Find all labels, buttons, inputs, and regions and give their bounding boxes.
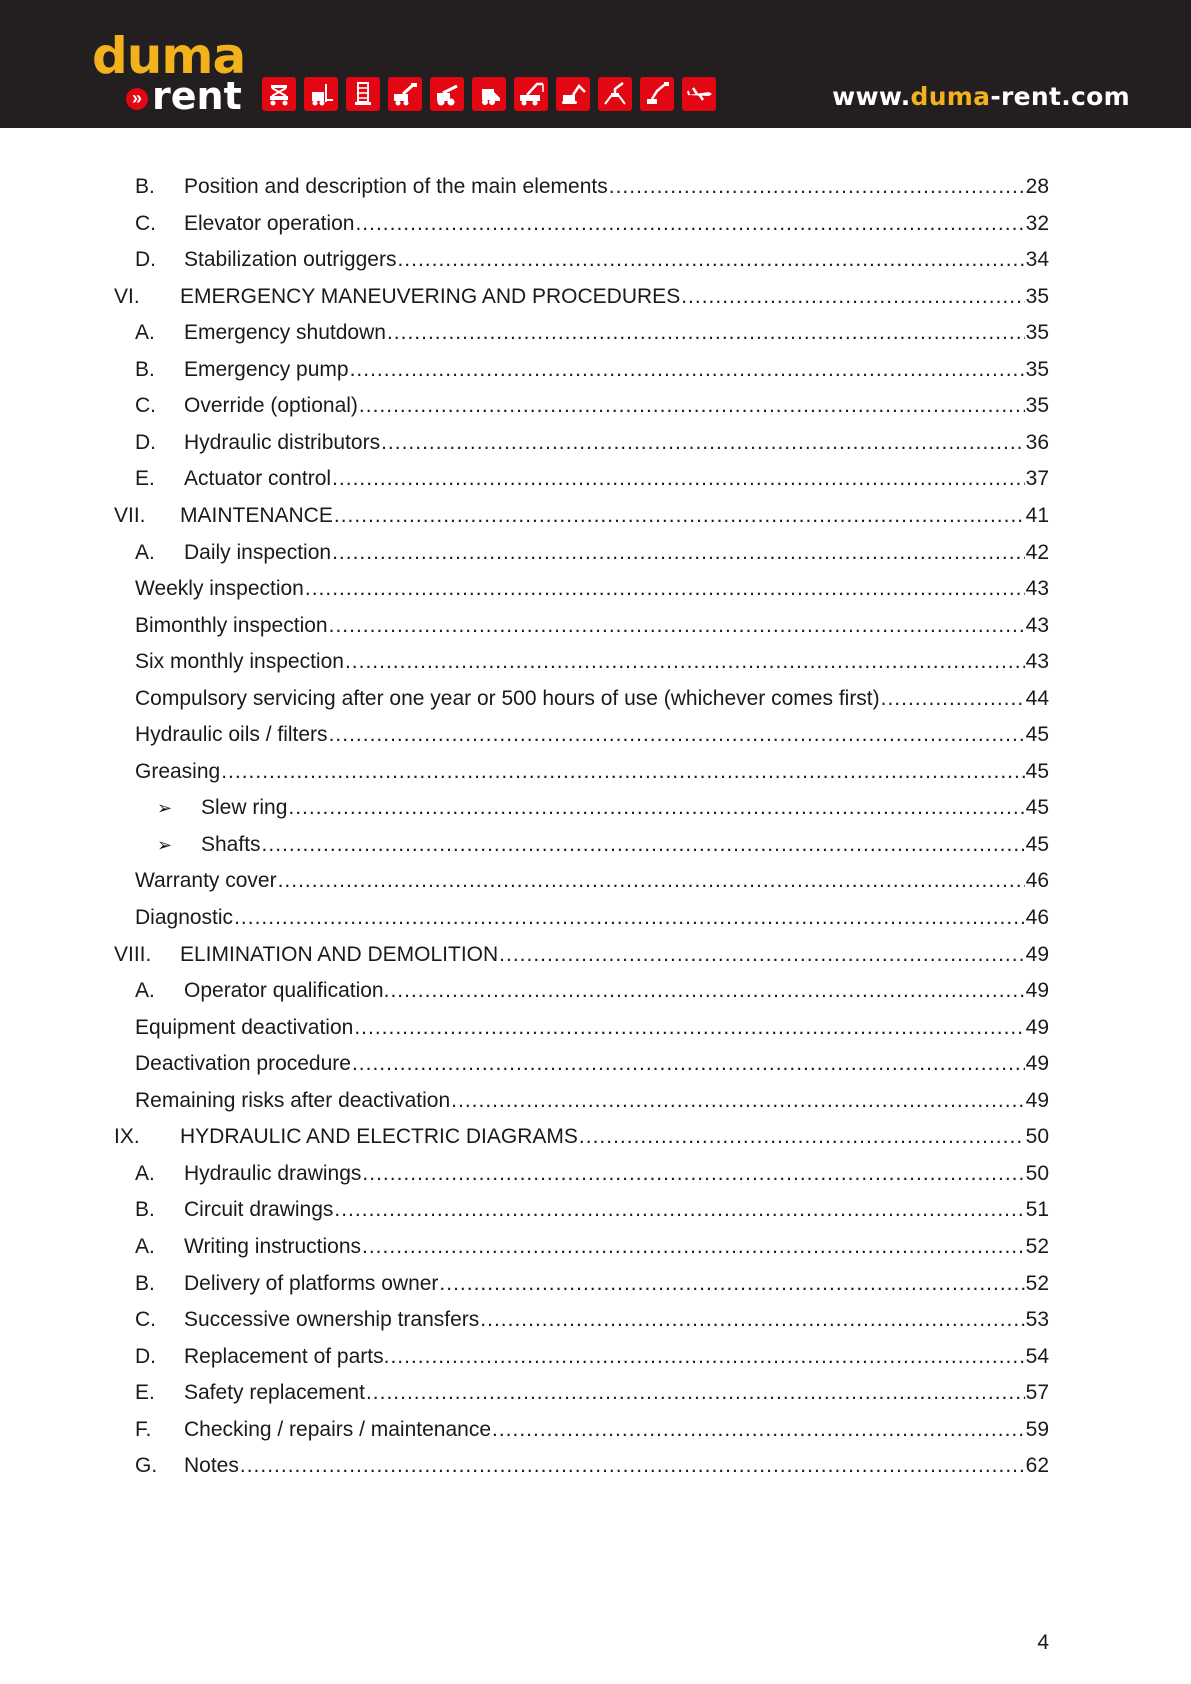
toc-entry-page: 46 bbox=[1025, 869, 1049, 893]
toc-entry[interactable] bbox=[0, 830, 1191, 860]
toc-entry-title: Elevator operation bbox=[184, 211, 355, 235]
toc-entry-title: HYDRAULIC AND ELECTRIC DIAGRAMS bbox=[180, 1125, 578, 1149]
toc-entry-marker: VII. bbox=[114, 503, 146, 527]
telehandler-icon bbox=[430, 77, 464, 111]
dot-leader bbox=[329, 720, 1025, 750]
toc-entry-title: Deactivation procedure bbox=[135, 1052, 351, 1076]
toc-entry-line bbox=[184, 209, 1049, 239]
toc-entry[interactable] bbox=[0, 757, 1191, 787]
dot-leader bbox=[221, 757, 1024, 787]
toc-entry-page: 53 bbox=[1025, 1308, 1049, 1332]
toc-entry-page: 49 bbox=[1025, 979, 1049, 1003]
toc-entry-page: 59 bbox=[1025, 1417, 1049, 1441]
toc-entry-marker: B. bbox=[135, 357, 155, 381]
toc-entry[interactable] bbox=[0, 1342, 1191, 1372]
toc-entry-line bbox=[201, 830, 1049, 860]
dot-leader bbox=[881, 684, 1025, 714]
toc-entry-marker: B. bbox=[135, 1271, 155, 1295]
dot-leader bbox=[305, 574, 1025, 604]
toc-entry[interactable] bbox=[0, 1378, 1191, 1408]
toc-entry-marker: VIII. bbox=[114, 942, 152, 966]
toc-entry-page: 36 bbox=[1025, 430, 1049, 454]
toc-entry[interactable] bbox=[0, 538, 1191, 568]
toc-entry-line bbox=[184, 172, 1049, 202]
toc-entry-title: Greasing bbox=[135, 759, 221, 783]
excavator-icon bbox=[556, 77, 590, 111]
toc-entry-title: Weekly inspection bbox=[135, 577, 304, 601]
toc-entry-title: Six monthly inspection bbox=[135, 650, 344, 674]
toc-entry-line bbox=[184, 1451, 1049, 1481]
toc-entry-page: 45 bbox=[1025, 832, 1049, 856]
toc-entry-marker: E. bbox=[135, 467, 155, 491]
toc-entry-marker: IX. bbox=[114, 1125, 140, 1149]
toc-entry-page: 28 bbox=[1025, 175, 1049, 198]
website-suffix: -rent.com bbox=[990, 82, 1130, 111]
toc-entry[interactable] bbox=[0, 1122, 1191, 1152]
toc-entry-line bbox=[184, 318, 1049, 348]
toc-entry-line bbox=[201, 793, 1049, 823]
toc-entry-title: Delivery of platforms owner bbox=[184, 1271, 439, 1295]
toc-entry-title: Position and description of the main elements bbox=[184, 175, 608, 198]
toc-entry-line bbox=[184, 355, 1049, 385]
toc-entry-line bbox=[184, 1415, 1049, 1445]
toc-entry[interactable] bbox=[0, 355, 1191, 385]
toc-entry-marker: F. bbox=[135, 1417, 152, 1441]
toc-entry[interactable] bbox=[0, 172, 1191, 202]
toc-entry-title: Hydraulic oils / filters bbox=[135, 723, 328, 747]
toc-entry[interactable] bbox=[0, 318, 1191, 348]
toc-entry-page: 49 bbox=[1025, 1088, 1049, 1112]
toc-entry-line bbox=[180, 940, 1049, 970]
toc-entry-line bbox=[180, 1122, 1049, 1152]
dot-leader bbox=[355, 209, 1024, 239]
toc-entry[interactable] bbox=[0, 1415, 1191, 1445]
dot-leader bbox=[352, 1049, 1025, 1079]
dot-leader bbox=[451, 1086, 1024, 1116]
duma-rent-logo bbox=[92, 27, 246, 118]
toc-entry-line bbox=[184, 1195, 1049, 1225]
toc-entry-marker: B. bbox=[135, 175, 155, 198]
toc-entry[interactable] bbox=[0, 574, 1191, 604]
toc-entry-line bbox=[180, 501, 1049, 531]
toc-entry[interactable] bbox=[0, 793, 1191, 823]
toc-entry-marker: D. bbox=[135, 248, 156, 272]
bullet-arrow-icon: ➢ bbox=[157, 834, 173, 855]
toc-entry-title: Bimonthly inspection bbox=[135, 613, 328, 637]
skid-steer-icon bbox=[472, 77, 506, 111]
toc-entry-line bbox=[184, 1159, 1049, 1189]
website-accent: duma bbox=[910, 82, 991, 111]
dot-leader bbox=[334, 1195, 1024, 1225]
dot-leader bbox=[262, 830, 1025, 860]
toc-entry-title: Operator qualification. bbox=[184, 979, 390, 1003]
toc-entry-title: Shafts bbox=[201, 832, 261, 856]
dot-leader bbox=[492, 1415, 1025, 1445]
dot-leader bbox=[362, 1232, 1025, 1262]
dot-leader bbox=[332, 464, 1025, 494]
toc-entry-page: 35 bbox=[1025, 284, 1049, 308]
dot-leader bbox=[359, 391, 1025, 421]
toc-entry-title: Replacement of parts. bbox=[184, 1344, 390, 1368]
dot-leader bbox=[329, 611, 1025, 641]
website-prefix: www. bbox=[832, 82, 911, 111]
toc-entry[interactable] bbox=[0, 647, 1191, 677]
toc-entry-line bbox=[184, 391, 1049, 421]
toc-entry-line bbox=[184, 1305, 1049, 1335]
toc-entry[interactable] bbox=[0, 1049, 1191, 1079]
toc-entry[interactable] bbox=[0, 391, 1191, 421]
toc-entry-marker: E. bbox=[135, 1381, 155, 1405]
toc-entry-line bbox=[184, 1232, 1049, 1262]
toc-entry-title: Circuit drawings bbox=[184, 1198, 334, 1222]
toc-entry[interactable] bbox=[0, 903, 1191, 933]
toc-entry-page: 35 bbox=[1025, 321, 1049, 345]
toc-entry-marker: B. bbox=[135, 1198, 155, 1222]
toc-entry-title: Diagnostic bbox=[135, 906, 234, 929]
toc-entry-line bbox=[184, 538, 1049, 568]
scissor-lift-icon bbox=[262, 77, 296, 111]
dot-leader bbox=[579, 1122, 1025, 1152]
toc-entry[interactable] bbox=[0, 1086, 1191, 1116]
dot-leader bbox=[332, 538, 1025, 568]
logo-word-duma: duma bbox=[92, 27, 246, 85]
toc-entry-marker: A. bbox=[135, 979, 155, 1003]
toc-entry-line bbox=[135, 1013, 1049, 1043]
toc-entry[interactable] bbox=[0, 428, 1191, 458]
toc-entry-line bbox=[184, 976, 1049, 1006]
toc-entry-line bbox=[180, 282, 1049, 312]
articulated-boom-icon bbox=[640, 77, 674, 111]
toc-entry-title: Hydraulic distributors bbox=[184, 430, 381, 454]
toc-entry-page: 52 bbox=[1025, 1271, 1049, 1295]
toc-entry[interactable] bbox=[0, 940, 1191, 970]
toc-entry-page: 49 bbox=[1025, 1015, 1049, 1039]
aircraft-icon bbox=[682, 77, 716, 111]
toc-entry-page: 37 bbox=[1025, 467, 1049, 491]
toc-entry-line bbox=[135, 866, 1049, 896]
toc-entry-page: 41 bbox=[1025, 503, 1049, 527]
toc-entry-line bbox=[135, 757, 1049, 787]
spider-lift-icon bbox=[598, 77, 632, 111]
toc-entry-title: Safety replacement bbox=[184, 1381, 365, 1405]
toc-entry-marker: C. bbox=[135, 211, 156, 235]
toc-entry[interactable] bbox=[0, 720, 1191, 750]
toc-entry-line bbox=[135, 647, 1049, 677]
toc-entry-line bbox=[135, 684, 1049, 714]
toc-entry[interactable] bbox=[0, 209, 1191, 239]
logo-chevron-icon: » bbox=[126, 88, 148, 110]
toc-entry[interactable] bbox=[0, 611, 1191, 641]
toc-entry[interactable] bbox=[0, 1159, 1191, 1189]
toc-entry-page: 45 bbox=[1025, 759, 1049, 783]
toc-entry-title: Emergency shutdown bbox=[184, 321, 386, 345]
toc-entry[interactable] bbox=[0, 501, 1191, 531]
toc-entry-title: Warranty cover bbox=[135, 869, 277, 893]
dot-leader bbox=[345, 647, 1025, 677]
toc-entry-marker: A. bbox=[135, 321, 155, 345]
toc-entry-page: 42 bbox=[1025, 540, 1049, 564]
dot-leader bbox=[381, 428, 1025, 458]
dot-leader bbox=[439, 1269, 1024, 1299]
dot-leader bbox=[390, 976, 1024, 1006]
toc-entry-page: 32 bbox=[1025, 211, 1049, 235]
toc-entry[interactable] bbox=[0, 1013, 1191, 1043]
toc-entry-marker: D. bbox=[135, 430, 156, 454]
toc-entry-page: 46 bbox=[1025, 906, 1049, 929]
toc-entry-marker: A. bbox=[135, 540, 155, 564]
boom-truck-icon bbox=[388, 77, 422, 111]
toc-entry-marker: A. bbox=[135, 1161, 155, 1185]
toc-entry-line bbox=[135, 574, 1049, 604]
logo-word-rent: rent bbox=[152, 74, 242, 118]
toc-entry[interactable] bbox=[0, 1195, 1191, 1225]
toc-entry-title: Override (optional) bbox=[184, 394, 358, 418]
toc-entry-line bbox=[184, 1342, 1049, 1372]
toc-entry-line bbox=[184, 1378, 1049, 1408]
toc-entry-marker: C. bbox=[135, 1308, 156, 1332]
equipment-icon-strip bbox=[262, 77, 716, 111]
dot-leader bbox=[288, 793, 1024, 823]
toc-entry-line bbox=[135, 1049, 1049, 1079]
toc-entry-line bbox=[135, 1086, 1049, 1116]
toc-entry[interactable] bbox=[0, 282, 1191, 312]
toc-entry-title: Equipment deactivation bbox=[135, 1015, 354, 1039]
dot-leader bbox=[234, 903, 1025, 933]
toc-entry-page: 49 bbox=[1025, 1052, 1049, 1076]
dot-leader bbox=[354, 1013, 1024, 1043]
toc-entry-page: 49 bbox=[1025, 942, 1049, 966]
toc-entry-line bbox=[184, 428, 1049, 458]
toc-entry-title: Actuator control bbox=[184, 467, 332, 491]
toc-entry-marker: VI. bbox=[114, 284, 140, 308]
toc-entry-page: 45 bbox=[1025, 796, 1049, 820]
dot-leader bbox=[609, 172, 1025, 202]
page-header bbox=[0, 0, 1191, 128]
toc-entry-title: Checking / repairs / maintenance bbox=[184, 1417, 491, 1441]
toc-entry-line bbox=[184, 245, 1049, 275]
toc-entry[interactable] bbox=[0, 464, 1191, 494]
toc-entry-page: 44 bbox=[1025, 686, 1049, 710]
dot-leader bbox=[387, 318, 1025, 348]
toc-entry-page: 43 bbox=[1025, 577, 1049, 601]
toc-entry-page: 45 bbox=[1025, 723, 1049, 747]
toc-entry[interactable] bbox=[0, 1269, 1191, 1299]
dot-leader bbox=[278, 866, 1025, 896]
mast-lift-icon bbox=[346, 77, 380, 111]
dot-leader bbox=[362, 1159, 1024, 1189]
crane-truck-icon bbox=[514, 77, 548, 111]
toc-entry-title: Compulsory servicing after one year or 500 hours of use (whichever comes first) bbox=[135, 686, 880, 710]
toc-entry-title: Hydraulic drawings bbox=[184, 1161, 362, 1185]
bullet-arrow-icon: ➢ bbox=[157, 798, 173, 819]
toc-entry-title: Remaining risks after deactivation bbox=[135, 1088, 451, 1112]
toc-entry-page: 57 bbox=[1025, 1381, 1049, 1405]
dot-leader bbox=[397, 245, 1024, 275]
toc-entry-page: 52 bbox=[1025, 1234, 1049, 1258]
toc-entry[interactable] bbox=[0, 245, 1191, 275]
toc-entry-line bbox=[184, 1269, 1049, 1299]
toc-entry[interactable] bbox=[0, 1305, 1191, 1335]
dot-leader bbox=[350, 355, 1025, 385]
toc-entry-title: Notes bbox=[184, 1454, 239, 1478]
dot-leader bbox=[240, 1451, 1025, 1481]
toc-entry-line bbox=[135, 720, 1049, 750]
toc-entry-page: 50 bbox=[1025, 1125, 1049, 1149]
toc-entry-title: Slew ring bbox=[201, 796, 288, 820]
dot-leader bbox=[499, 940, 1024, 970]
toc-entry-page: 54 bbox=[1025, 1344, 1049, 1368]
dot-leader bbox=[681, 282, 1024, 312]
toc-entry[interactable] bbox=[0, 1451, 1191, 1481]
toc-entry-page: 35 bbox=[1025, 357, 1049, 381]
toc-entry-title: Emergency pump bbox=[184, 357, 349, 381]
toc-entry-page: 43 bbox=[1025, 650, 1049, 674]
forklift-icon bbox=[304, 77, 338, 111]
toc-entry-page: 43 bbox=[1025, 613, 1049, 637]
dot-leader bbox=[390, 1342, 1024, 1372]
dot-leader bbox=[366, 1378, 1025, 1408]
toc-entry-title: Successive ownership transfers bbox=[184, 1308, 480, 1332]
toc-entry-title: EMERGENCY MANEUVERING AND PROCEDURES bbox=[180, 284, 681, 308]
toc-entry-marker: D. bbox=[135, 1344, 156, 1368]
toc-entry-title: MAINTENANCE bbox=[180, 503, 333, 527]
dot-leader bbox=[480, 1305, 1024, 1335]
dot-leader bbox=[334, 501, 1025, 531]
toc-entry-title: Daily inspection bbox=[184, 540, 332, 564]
toc-entry-marker: C. bbox=[135, 394, 156, 418]
toc-entry-page: 34 bbox=[1025, 248, 1049, 272]
toc-entry-page: 50 bbox=[1025, 1161, 1049, 1185]
toc-entry-title: Writing instructions bbox=[184, 1234, 362, 1258]
toc-entry-marker: A. bbox=[135, 1234, 155, 1258]
toc-entry[interactable] bbox=[0, 684, 1191, 714]
toc-entry[interactable] bbox=[0, 976, 1191, 1006]
toc-entry[interactable] bbox=[0, 1232, 1191, 1262]
website-url bbox=[832, 82, 1130, 111]
toc-entry-marker: G. bbox=[135, 1454, 158, 1478]
page-number: 4 bbox=[1037, 1631, 1049, 1654]
toc-entry-page: 35 bbox=[1025, 394, 1049, 418]
toc-entry-line bbox=[135, 611, 1049, 641]
toc-entry-page: 51 bbox=[1025, 1198, 1049, 1222]
toc-entry-line bbox=[184, 464, 1049, 494]
toc-entry-title: ELIMINATION AND DEMOLITION bbox=[180, 942, 499, 966]
toc-entry-page: 62 bbox=[1025, 1454, 1049, 1478]
toc-entry[interactable] bbox=[0, 866, 1191, 896]
toc-entry-line bbox=[135, 903, 1049, 933]
toc-entry-title: Stabilization outriggers bbox=[184, 248, 397, 272]
